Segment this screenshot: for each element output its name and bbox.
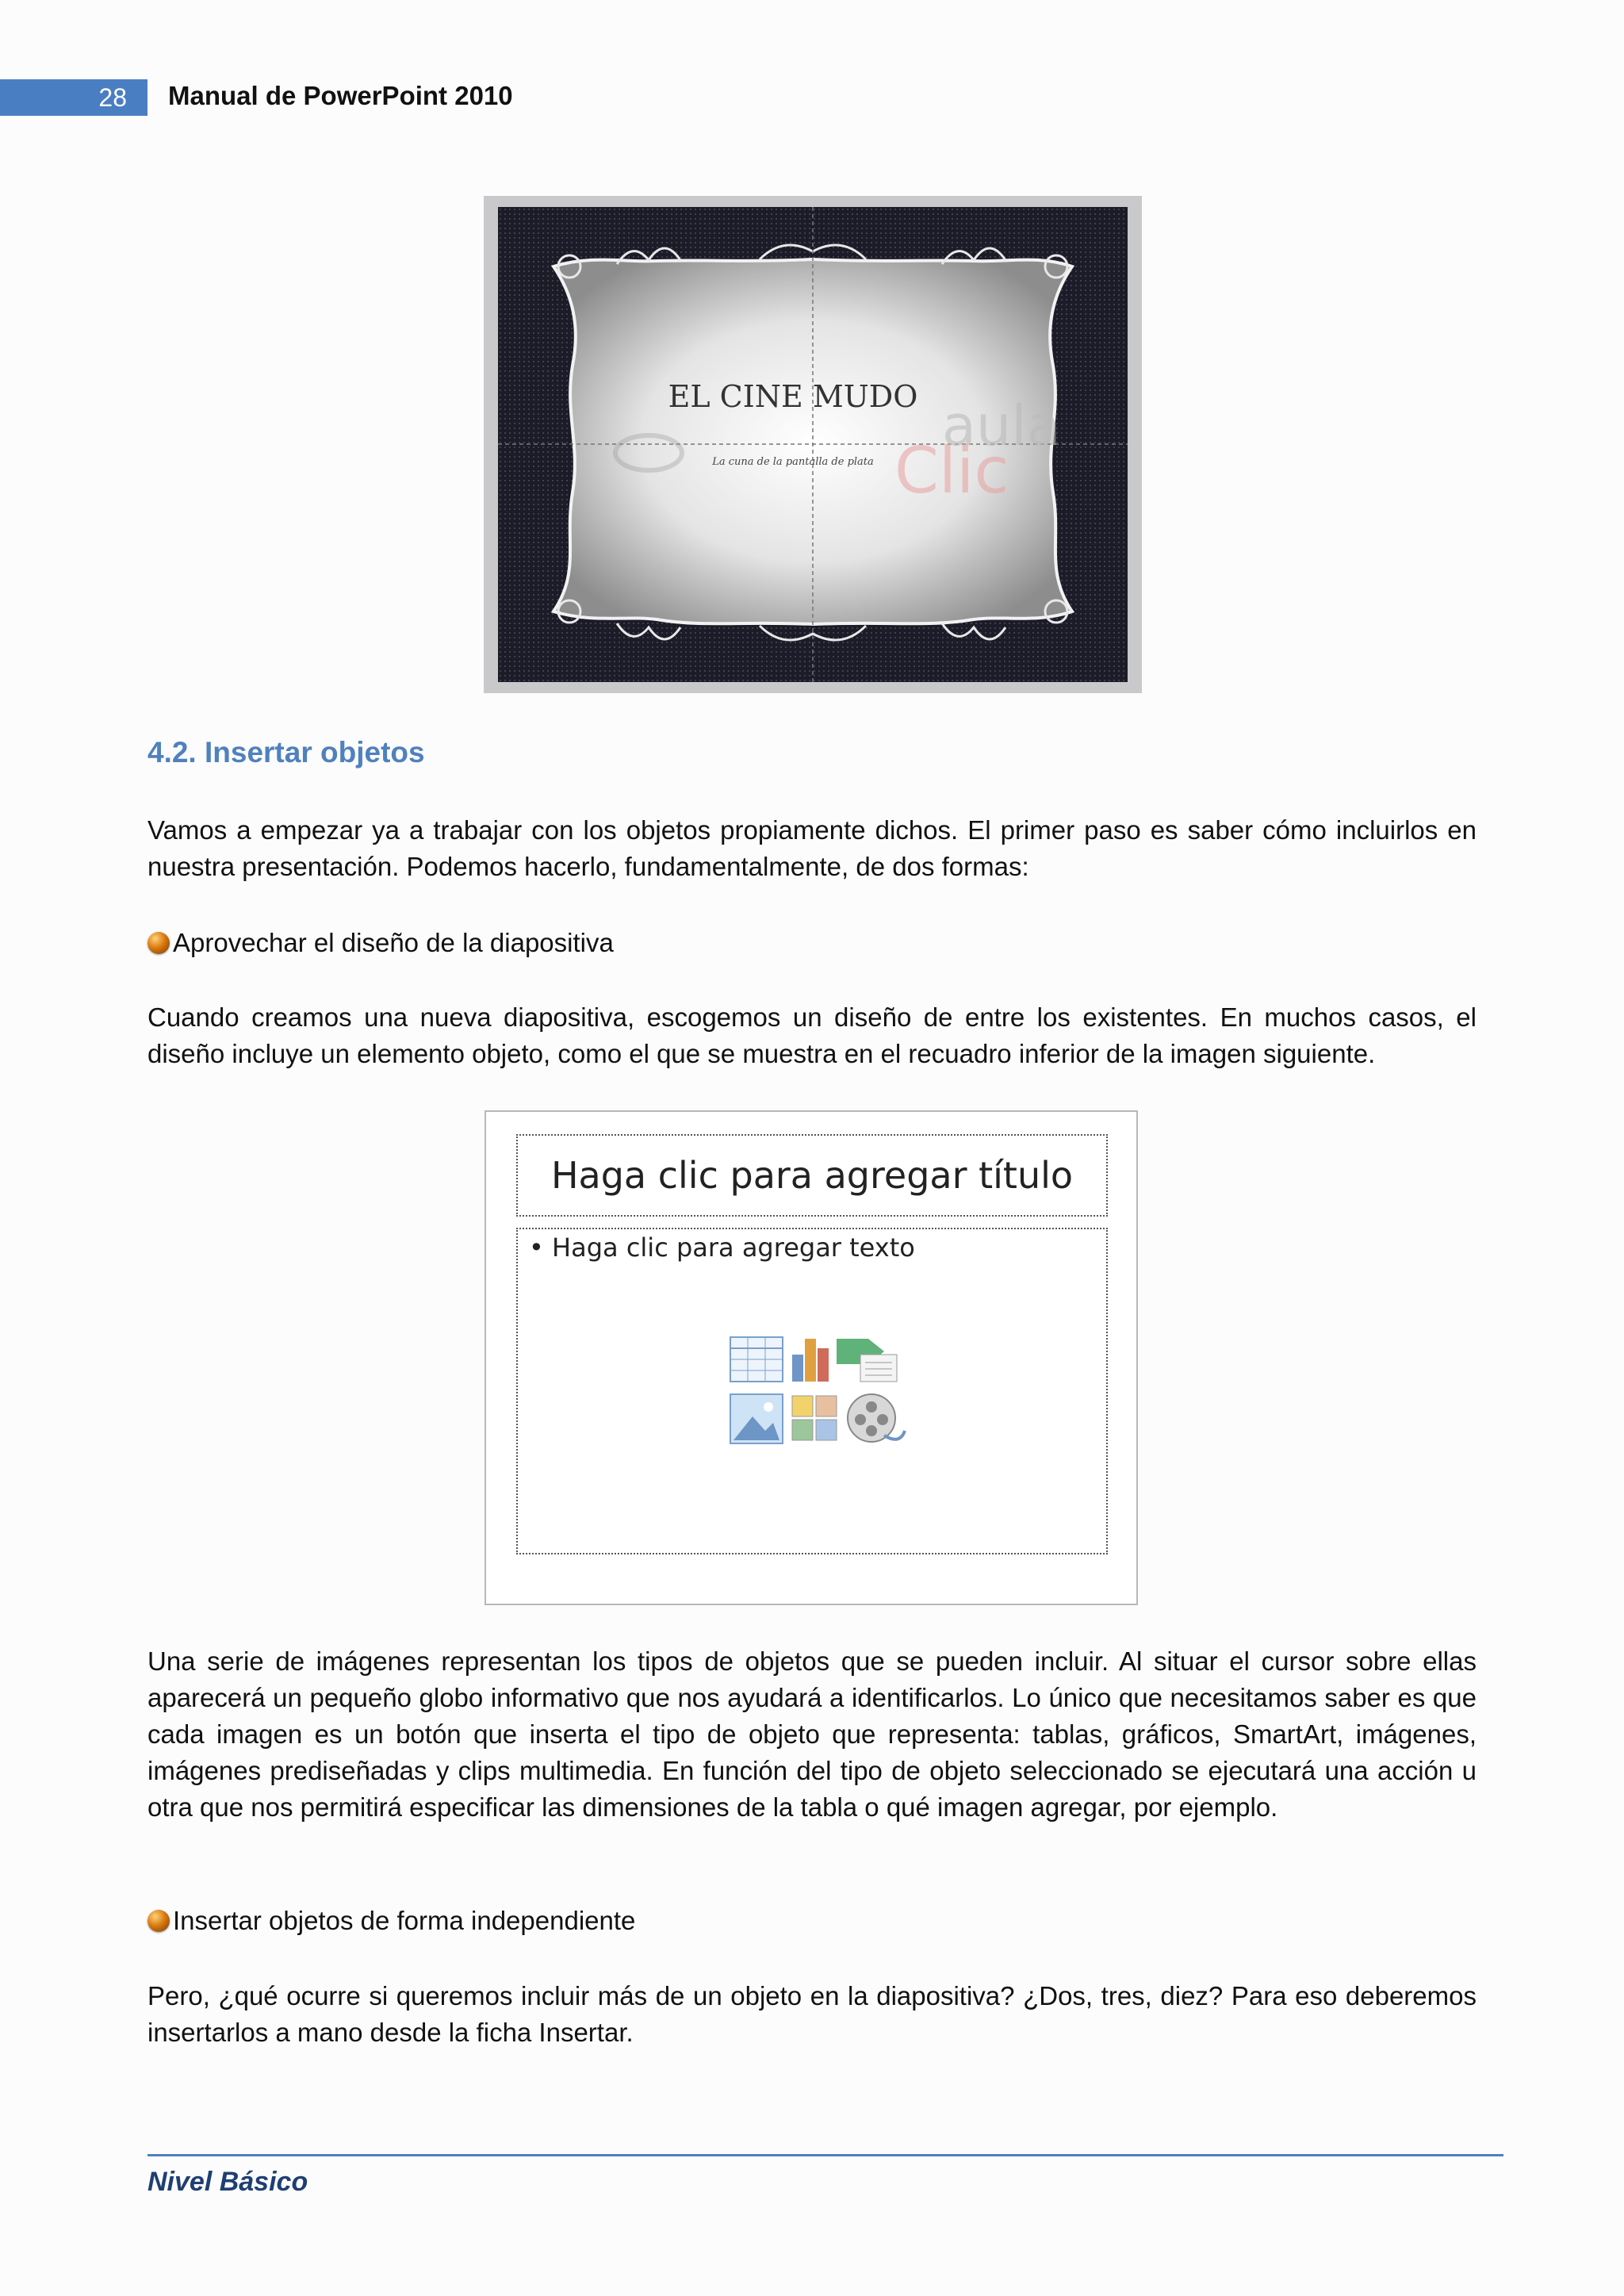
media-icon [848, 1394, 905, 1442]
slide-title-text: EL CINE MUDO [668, 379, 918, 414]
page-number: 28 [0, 79, 147, 116]
design-paragraph: Cuando creamos una nueva diapositiva, escogemos un diseño de entre los existentes. En muchos casos, el diseño incluye un elemento objeto, como el que se muestra en el recuadro inferior de la imagen siguiente. [147, 1002, 1477, 1068]
slide-image-cine-mudo [484, 196, 1142, 693]
orange-bullet-icon [147, 932, 170, 954]
bullet-item-design [147, 925, 614, 961]
header-title: Manual de PowerPoint 2010 [168, 81, 513, 110]
footer-divider [147, 2154, 1503, 2156]
slide-subtitle-text: La cuna de la pantalla de plata [712, 456, 874, 468]
bullet-item-independent [147, 1903, 635, 1939]
content-placeholder-text: • Haga clic para agregar texto [529, 1232, 915, 1263]
bullet-text: Aprovechar el diseño de la diapositiva [173, 928, 614, 957]
content-placeholder [516, 1228, 1108, 1554]
table-icon [730, 1337, 783, 1382]
watermark-aula: aula [942, 393, 1061, 458]
chart-icon [792, 1339, 829, 1382]
orange-bullet-icon [147, 1910, 170, 1932]
smartart-icon [837, 1339, 897, 1382]
bullet-text: Insertar objetos de forma independiente [173, 1906, 636, 1935]
title-placeholder: Haga clic para agregar título [516, 1134, 1108, 1217]
watermark-clic: Clic [894, 434, 1009, 508]
clipart-icon [792, 1396, 837, 1440]
insert-object-icons [726, 1331, 908, 1450]
section-heading: 4.2. Insertar objetos [147, 736, 425, 769]
intro-paragraph: Vamos a empezar ya a trabajar con los objetos propiamente dichos. El primer paso es saber cómo incluirlos en nuestra presentación. Podemos hacerlo, fundamentalmente, de dos formas: [147, 815, 1477, 881]
footer-level: Nivel Básico [147, 2167, 308, 2197]
picture-icon [730, 1394, 783, 1443]
slide-layout-image [485, 1110, 1138, 1605]
object-types-paragraph: Una serie de imágenes representan los tipos de objetos que se pueden incluir. Al situar el cursor sobre ellas aparecerá un pequeño globo informativo que nos ayudará a identificarlos. Lo único que necesitamos saber es que cada imagen es un botón que inserta el tipo de objeto que representa: tablas, gráficos, SmartArt, imágenes, imágenes prediseñadas y clips multimedia. En función del tipo de objeto seleccionado se ejecutará una acción u otra que nos permitirá especificar las dimensiones de la tabla o qué imagen agregar, por ejemplo. [147, 1646, 1477, 1822]
insert-tab-paragraph: Pero, ¿qué ocurre si queremos incluir más de un objeto en la diapositiva? ¿Dos, tres, diez? Para eso deberemos insertarlos a mano desde la ficha Insertar. [147, 1981, 1477, 2047]
